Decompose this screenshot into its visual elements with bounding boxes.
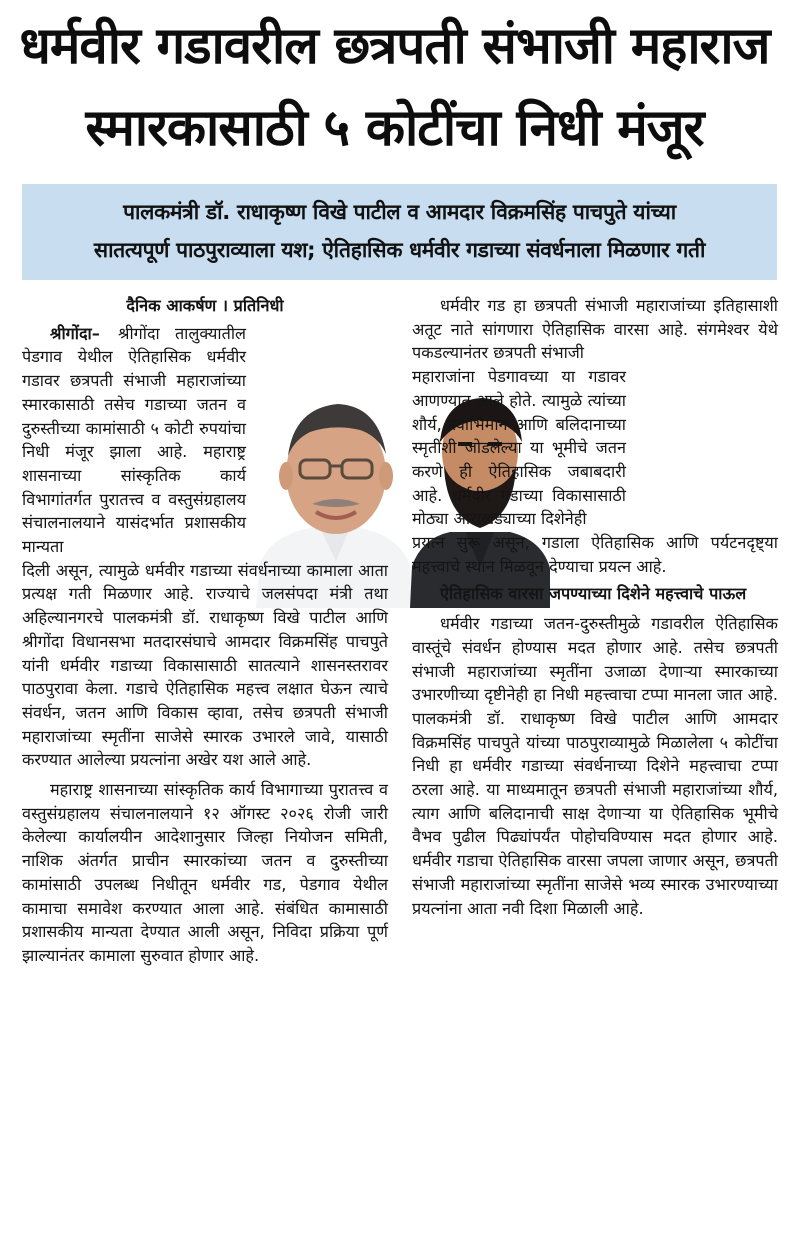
paragraph-1-wrap-text: श्रीगोंदा तालुक्यातील पेडगाव येथील ऐतिहासिक धर्मवीर गडावर छत्रपती संभाजी महाराजांच्या स्मारकासाठी तसेच गडाच्या जतन व दुरुस्तीच्या कामांसाठी ५ कोटी रुपयांचा निधी मंजूर झाला आहे. महाराष्ट्र शासनाच्या सांस्कृतिक कार्य विभागांतर्गत पुरातत्त्व व वस्तुसंग्रहालय संचालनालयाने यासंदर्भात प्रशासकीय मान्यता (22, 323, 246, 557)
article-right-column (412, 294, 778, 920)
headline-line-1: धर्मवीर गडावरील छत्रपती संभाजी महाराज (19, 17, 770, 76)
subheadline-line-2: सातत्यपूर्ण पाठपुराव्याला यश; ऐतिहासिक धर्मवीर गडाच्या संवर्धनाला मिळणार गती (93, 238, 706, 262)
subheadline-line-1: पालकमंत्री डॉ. राधाकृष्ण विखे पाटील व आमदार विक्रमसिंह पाचपुते यांच्या (123, 200, 676, 224)
paragraph-1-wrapped (22, 322, 246, 559)
headline-line-2: स्मारकासाठी ५ कोटींचा निधी मंजूर (85, 99, 704, 158)
section-subhead: ऐतिहासिक वारसा जपण्याच्या दिशेने महत्त्वाचे पाऊल (440, 584, 747, 604)
paragraph-1-rest: दिली असून, त्यामुळे धर्मवीर गडाच्या संवर्धनाच्या कामाला आता प्रत्यक्ष गती मिळणार आहे. राज्याचे जलसंपदा मंत्री तथा अहिल्यानगरचे पालकमंत्री डॉ. राधाकृष्ण विखे पाटील आणि श्रीगोंदा विधानसभा मतदारसंघाचे आमदार विक्रमसिंह पाचपुते यांनी धर्मवीर गडाच्या विकासासाठी सातत्याने शासनस्तरावर पाठपुरावा केला. गडाचे ऐतिहासिक महत्त्व लक्षात घेऊन त्याचे संवर्धन, जतन आणि विकास व्हावा, तसेच छत्रपती संभाजी महाराजांच्या स्मृतींना साजेसे स्मारक उभारले जावे, यासाठी करण्यात आलेल्या प्रयत्नांना अखेर यश आले आहे. (22, 560, 388, 770)
right-paragraph-2: धर्मवीर गडाच्या जतन-दुरुस्तीमुळे गडावरील ऐतिहासिक वास्तूंचे संवर्धन होण्यास मदत होणार आहे. तसेच छत्रपती संभाजी महाराजांच्या स्मृतींना उजाळा देणाऱ्या स्मारकाच्या उभारणीच्या दृष्टीनेही हा निधी महत्त्वाचा टप्पा मानला जात आहे. पालकमंत्री डॉ. राधाकृष्ण विखे पाटील आणि आमदार विक्रमसिंह पाचपुते यांच्या पाठपुराव्यामुळे मिळालेला ५ कोटींचा निधी हा धर्मवीर गडाच्या संवर्धनाच्या दिशेने महत्त्वाचा टप्पा ठरला आहे. या माध्यमातून छत्रपती संभाजी महाराजांच्या शौर्य, त्याग आणि बलिदानाची साक्ष देणाऱ्या या ऐतिहासिक भूमीचे वैभव पुढील पिढ्यांपर्यंत पोहोचविण्यास मदत होणार आहे. धर्मवीर गडाचा ऐतिहासिक वारसा जपला जाणार असून, छत्रपती संभाजी महाराजांच्या स्मृतींना साजेसे भव्य स्मारक उभारण्याच्या प्रयत्नांना आता नवी दिशा मिळाली आहे. (412, 614, 778, 918)
paragraph-2: महाराष्ट्र शासनाच्या सांस्कृतिक कार्य विभागाच्या पुरातत्त्व व वस्तुसंग्रहालय संचालनालयाने १२ ऑगस्ट २०२६ रोजी जारी केलेल्या कार्यालयीन आदेशानुसार जिल्हा नियोजन समिती, नाशिक अंतर्गत प्राचीन स्मारकांच्या जतन व दुरुस्तीच्या कामांसाठी उपलब्ध निधीतून धर्मवीर गड, पेडगाव येथील कामाचा समावेश करण्यात आला आहे. संबंधित कामासाठी प्रशासकीय मान्यता देण्यात आली असून, निविदा प्रक्रिया पूर्ण झाल्यानंतर कामाला सुरुवात होणार आहे. (22, 780, 388, 965)
dateline-place: श्रीगोंदा– (50, 323, 100, 343)
right-paragraph-1-rest: प्रयत्न सुरू असून, गडाला ऐतिहासिक आणि पर्यटनदृष्ट्या महत्त्वाचे स्थान मिळवून देण्याचा प्रयत्न आहे. (412, 533, 778, 576)
right-paragraph-1-wrapped: महाराजांना पेडगावच्या या गडावर आणण्यात आले होते. त्यामुळे त्यांच्या शौर्य, स्वाभिमान आणि बलिदानाच्या स्मृतींशी जोडलेल्या या भूमीचे जतन करणे ही ऐतिहासिक जबाबदारी आहे. धर्मवीर गडाच्या विकासासाठी मोठ्या आराखड्याच्या दिशेनेही (412, 367, 626, 529)
article-left-column (22, 294, 388, 968)
byline: दैनिक आकर्षण । प्रतिनिधी (126, 296, 284, 315)
headline (0, 6, 789, 170)
subheadline-box (22, 184, 777, 280)
right-paragraph-1-top: धर्मवीर गड हा छत्रपती संभाजी महाराजांच्या इतिहासाशी अतूट नाते सांगणारा ऐतिहासिक वारसा आहे. संगमेश्वर येथे पकडल्यानंतर छत्रपती संभाजी (412, 296, 778, 363)
